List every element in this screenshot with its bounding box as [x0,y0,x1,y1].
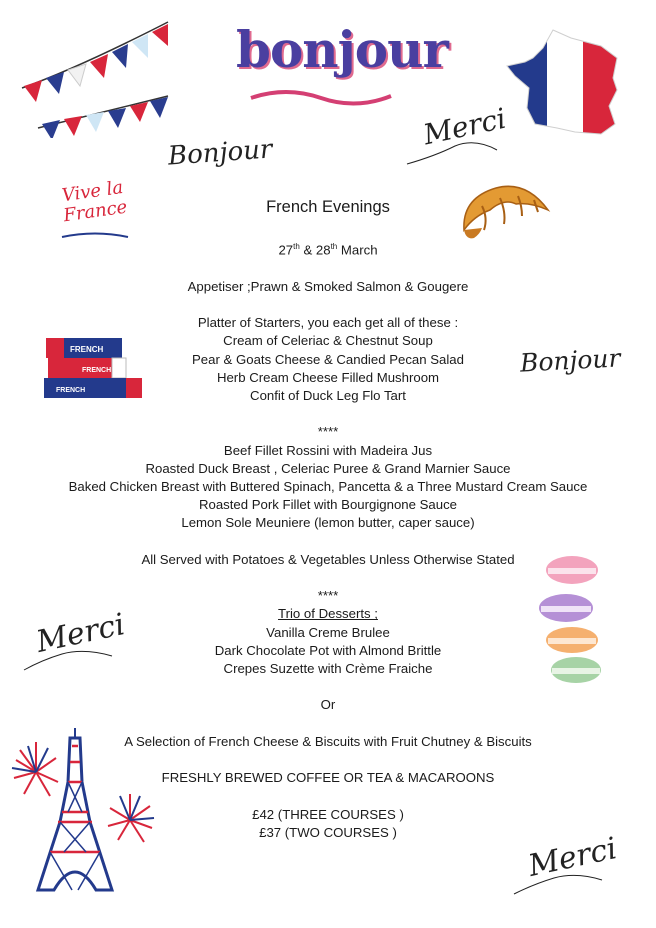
book-label-1: FRENCH [70,345,104,354]
book-label-2: FRENCH [82,367,112,374]
starter-item: Cream of Celeriac & Chestnut Soup [223,333,433,349]
dessert-item: Vanilla Creme Brulee [266,624,390,640]
france-map-icon [505,28,625,138]
starter-item: Herb Cream Cheese Filled Mushroom [216,369,440,385]
merci-text: Merci [420,101,509,152]
dessert-item: Crepes Suzette with Crème Fraiche [223,661,433,677]
appetiser-line: Appetiser ;Prawn & Smoked Salmon & Gougere [187,278,469,294]
bonjour-logo-text: bonjour [236,20,448,79]
menu-title: French Evenings [266,198,390,216]
vive-la-france-text: Vive la France [60,176,129,227]
cheese-option: A Selection of French Cheese & Biscuits with Fruit Chutney & Biscuits [124,733,532,749]
main-item: Baked Chicken Breast with Buttered Spinach, Pancetta & a Three Mustard Cream Sauce [68,479,588,495]
desserts-heading: Trio of Desserts ; [278,606,378,622]
served-note: All Served with Potatoes & Vegetables Unless Otherwise Stated [141,551,515,567]
starters-heading: Platter of Starters, you each get all of these : [197,315,459,331]
bonjour-script-decoration: Bonjour [167,134,274,172]
main-item: Roasted Pork Fillet with Bourgignone Sauce [198,497,458,513]
main-item: Lemon Sole Meuniere (lemon butter, caper sauce) [181,515,475,531]
merci-script-decoration [405,101,509,163]
book-label-3: FRENCH [56,387,86,394]
merci-script-decoration-3 [512,831,620,898]
price-three-courses: £42 (THREE COURSES ) [252,806,404,822]
bunting-decoration [18,18,173,138]
coffee-line: FRESHLY BREWED COFFEE OR TEA & MACAROONS [161,770,495,786]
starter-item: Confit of Duck Leg Flo Tart [250,388,406,404]
dessert-item: Dark Chocolate Pot with Almond Brittle [214,642,442,658]
merci-text-3: Merci [525,831,620,884]
section-separator-2: **** [317,588,339,604]
bonjour-logo [236,20,448,112]
starter-item: Pear & Goats Cheese & Candied Pecan Salad [192,351,464,367]
menu-body [0,238,656,842]
bonjour-script-decoration-2: Bonjour [519,343,622,378]
main-item: Beef Fillet Rossini with Madeira Jus [223,442,433,458]
section-separator: **** [317,424,339,440]
merci-text-2: Merci [33,607,128,660]
main-item: Roasted Duck Breast , Celeriac Puree & Grand Marnier Sauce [145,460,511,476]
event-date: 27th & 28th March [278,242,378,258]
price-two-courses: £37 (TWO COURSES ) [259,824,397,840]
or-separator: Or [320,697,336,713]
